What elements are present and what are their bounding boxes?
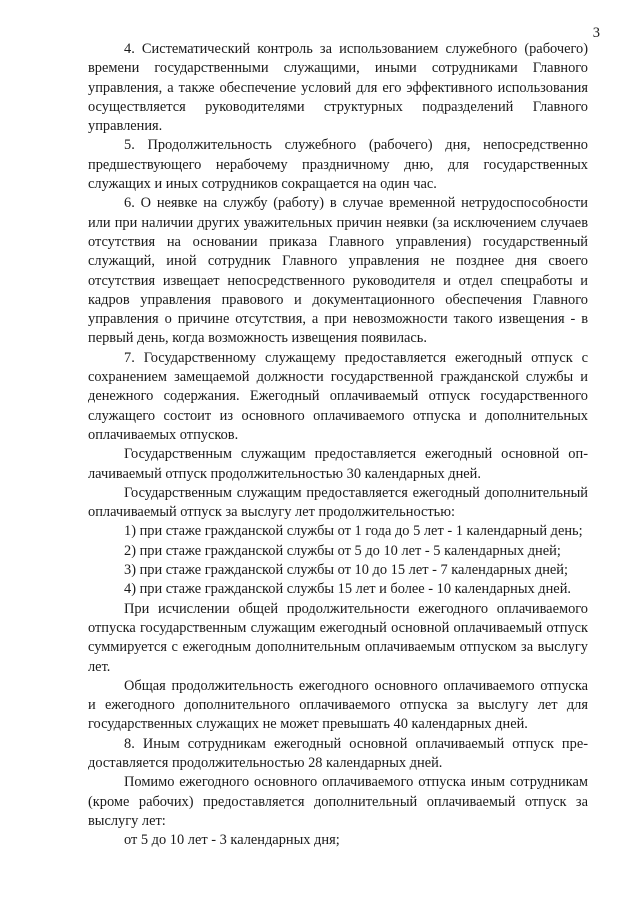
list-item-service-15-plus-years: 4) при стаже гражданской службы 15 лет и более - 10 календарных дней.: [124, 581, 571, 598]
paragraph-7-annual-leave: 7. Государственному служащему предоставляется ежегодный отпуск с сохранением замещаемой должности государственной гражданской службы и денежного содержания. Ежегодный оплачиваемый отпуск государственного служащего состоит из основного оплачиваемого отпуска и дополнительных оплачиваемых отпусков.: [88, 349, 588, 443]
list-item-service-10-15-years: 3) при стаже гражданской службы от 10 до 15 лет - 7 календарных дней;: [124, 562, 569, 579]
paragraph-additional-leave-intro: Государственным служащим предоставляется ежегодный дополнительный оплачиваемый отпуск за выслугу лет продолжительностью:: [88, 484, 588, 521]
paragraph-8-other-staff-leave: 8. Иным сотрудникам ежегодный основной оплачиваемый отпуск предоставляется продолжительностью 28 календарных дней.: [88, 735, 588, 771]
list-item-5-10-years-3-days: от 5 до 10 лет - 3 календарных дня;: [124, 832, 340, 849]
list-item-service-1-5-years: 1) при стаже гражданской службы от 1 года до 5 лет - 1 календарный день;: [124, 523, 583, 540]
paragraph-total-leave-limit: Общая продолжительность ежегодного основного оплачиваемого отпуска и ежегодного дополнительного оплачиваемого отпуска за выслугу лет для государственных служащих не может превышать 40 календарных дней.: [88, 677, 588, 733]
paragraph-5-pre-holiday-day: 5. Продолжительность служебного (рабочего) дня, непосредственно предшествующего нерабочему праздничному дню, для государственных служащих и иных сотрудников сокращается на один час.: [88, 137, 588, 193]
paragraph-basic-leave-30-days: Государственным служащим предоставляется ежегодный основной оплачиваемый отпуск продолжительностью 30 календарных дней.: [88, 446, 588, 482]
paragraph-other-staff-additional-leave: Помимо ежегодного основного оплачиваемого отпуска иным сотрудникам (кроме рабочих) предоставляется дополнительный оплачиваемый отпуск за выслугу лет:: [88, 774, 588, 829]
page-number: 3: [592, 25, 600, 41]
paragraph-4-work-time-control: 4. Систематический контроль за использованием служебного (рабочего) времени государственными служащими, иными сотрудниками Главного управления, а также обеспечение условий для его эффективного использования осуществляется руководителями структурных подразделений Главного управления.: [88, 41, 588, 135]
list-item-service-5-10-years: 2) при стаже гражданской службы от 5 до 10 лет - 5 календарных дней;: [124, 542, 561, 559]
paragraph-6-absence-notice: 6. О неявке на службу (работу) в случае временной нетрудоспособности или при наличии других уважительных причин неявки (за исключением случаев отсутствия на основании приказа Главного управления) государственный служащий, иной сотрудник Главного управления не позднее дня своего отсутствия извещает непосредственного руководителя и отдел спецработы и кадров управления правового и документационного обеспечения Главного управления о причине отсутствия, а при невозможности такого извещения - в первый день, когда возможность извещения появилась.: [88, 195, 588, 347]
paragraph-leave-summation: При исчислении общей продолжительности ежегодного оплачиваемого отпуска государственным служащим ежегодный основной оплачиваемый отпуск суммируется с ежегодным дополнительным оплачиваемым отпуском за выслугу лет.: [88, 600, 588, 675]
